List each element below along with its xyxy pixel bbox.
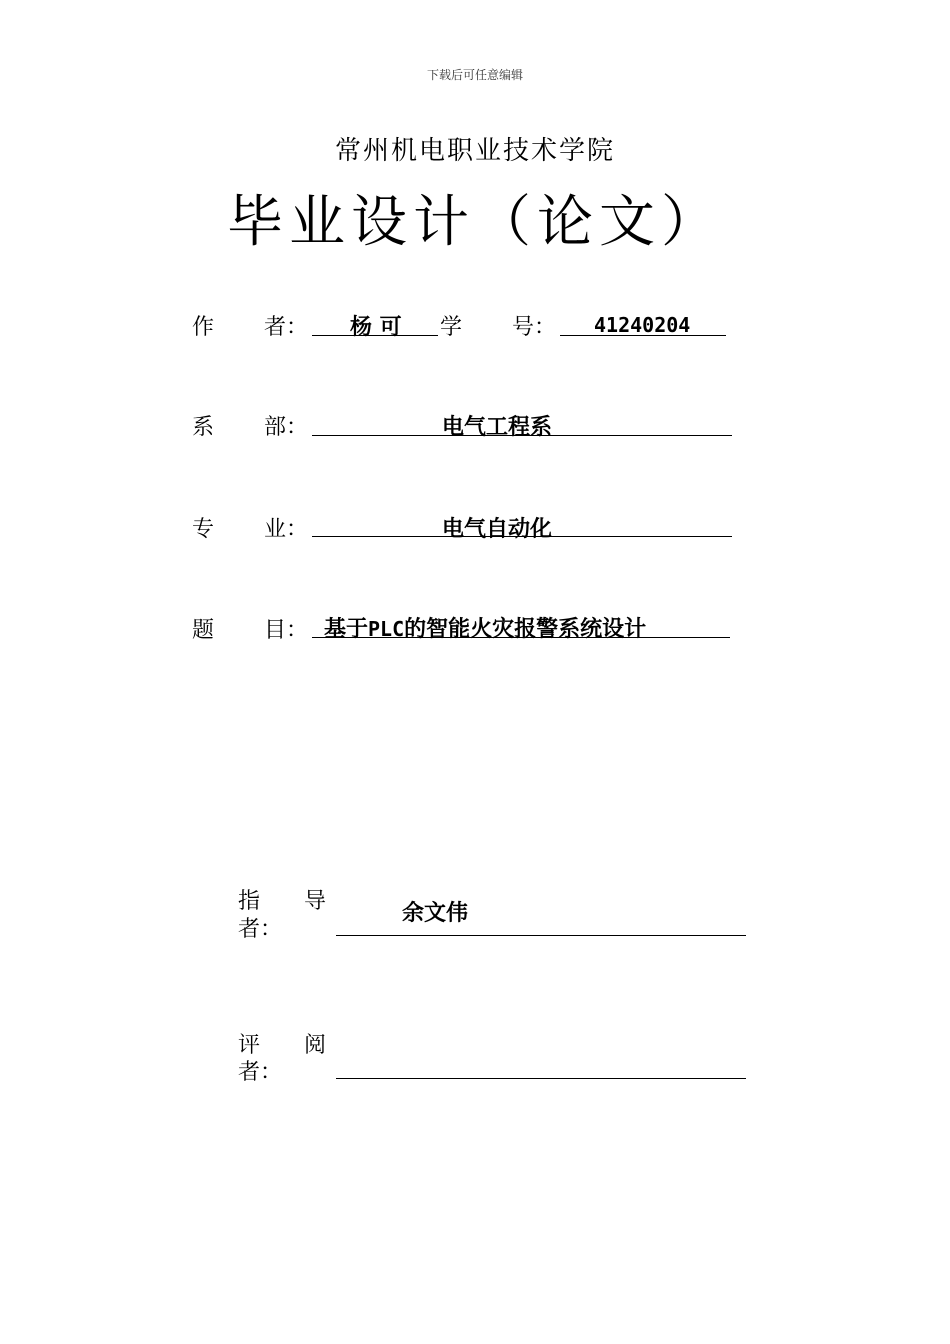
- author-value: 杨 可: [350, 314, 402, 340]
- student-id-label-a: 学: [440, 315, 463, 340]
- author-label-b: 者：: [264, 315, 309, 340]
- major-label-b: 业：: [264, 517, 309, 542]
- topic-value: [324, 612, 646, 643]
- department-label-b: 部：: [264, 415, 309, 440]
- page-title: 毕业设计（论文）: [227, 190, 723, 255]
- advisor-label-a: 指: [238, 889, 261, 914]
- student-id-label-b: 号：: [512, 315, 557, 340]
- topic-value-part-1: 基于: [324, 616, 369, 642]
- reviewer-label-a: 评: [238, 1033, 261, 1058]
- advisor-underline: [336, 935, 746, 936]
- topic-value-part-3: 的智能火灾报警系统设计: [404, 616, 647, 642]
- advisor-label-b: 导: [304, 889, 327, 914]
- major-value: 电气自动化: [442, 516, 553, 542]
- advisor-label-c: 者：: [238, 917, 283, 942]
- reviewer-underline: [336, 1078, 746, 1079]
- reviewer-label-b: 阅: [304, 1033, 327, 1058]
- department-value: 电气工程系: [442, 414, 553, 440]
- topic-value-part-2: PLC: [368, 617, 405, 641]
- department-label-a: 系: [192, 415, 215, 440]
- school-name: 常州机电职业技术学院: [334, 136, 615, 166]
- topic-label-b: 目：: [264, 618, 309, 643]
- major-label-a: 专: [192, 517, 215, 542]
- topic-label-a: 题: [192, 618, 215, 643]
- advisor-value: 余文伟: [402, 900, 469, 926]
- reviewer-label-c: 者：: [238, 1060, 283, 1085]
- author-label-a: 作: [192, 315, 215, 340]
- header-note: 下载后可任意编辑: [426, 68, 523, 82]
- student-id-value: 41240204: [594, 313, 691, 337]
